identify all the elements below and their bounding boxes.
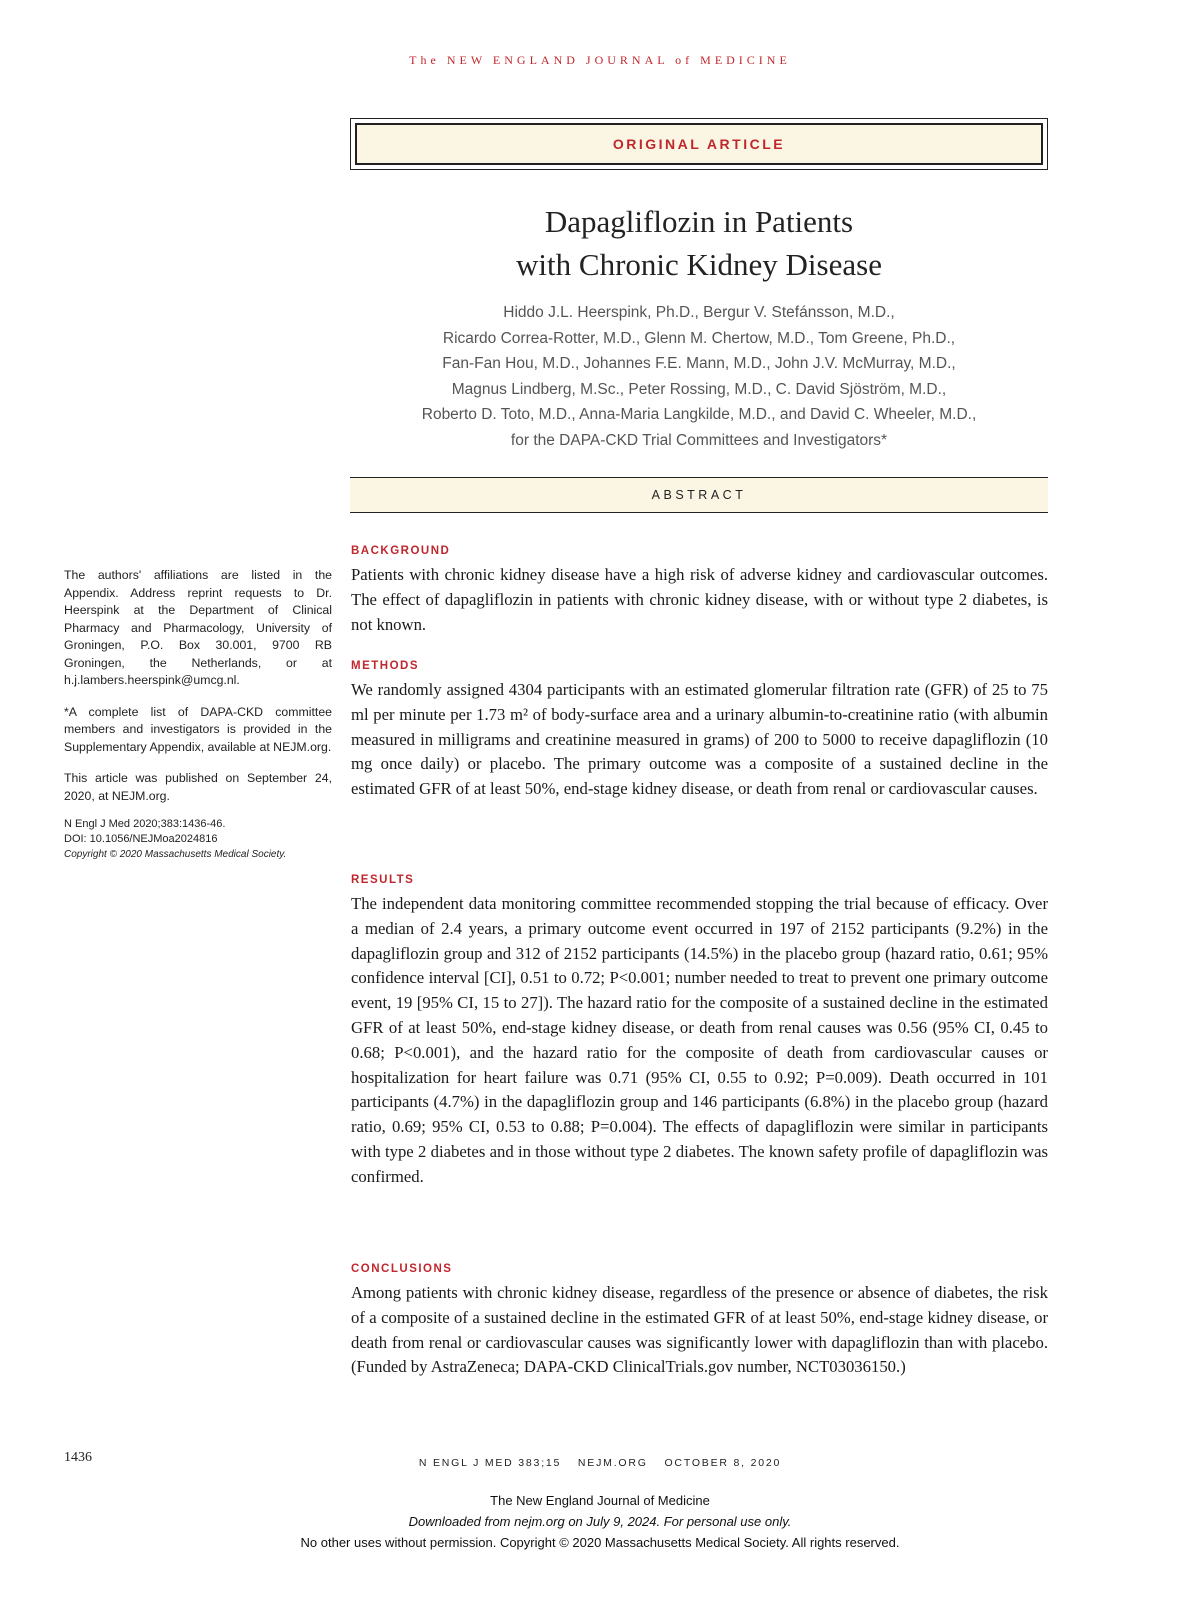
author-line: Ricardo Correa-Rotter, M.D., Glenn M. Chertow, M.D., Tom Greene, Ph.D., — [442, 329, 956, 347]
download-notice — [0, 1490, 1200, 1553]
author-line: Roberto D. Toto, M.D., Anna-Maria Langkilde, M.D., and David C. Wheeler, M.D., — [421, 406, 977, 423]
results-text: The independent data monitoring committee recommended stopping the trial because of efficacy. Over a median of 2.4 years, a primary outcome event occurred in 197 of 2152 participants (9.2%) in the dapagliflozin group and 312 of 2152 participants (14.5%) in the placebo group (hazard ratio, 0.61; 95% confidence interval [CI], 0.51 to 0.72; P<0.001; number needed to treat to prevent one primary outcome event, 19 [95% CI, 15 to 27]). The hazard ratio for the composite of a sustained decline in the estimated GFR of at least 50%, end-stage kidney disease, or death from renal causes was 0.56 (95% CI, 0.45 to 0.68; P<0.001), and the hazard ratio for the composite of death from cardiovascular causes or hospitalization for heart failure was 0.71 (95% CI, 0.55 to 0.92; P=0.009). Death occurred in 101 participants (4.7%) in the dapagliflozin group and 146 participants (6.8%) in the placebo group (hazard ratio, 0.69; 95% CI, 0.53 to 0.88; P=0.004). The effects of dapagliflozin were similar in participants with type 2 diabetes and in those without type 2 diabetes. The known safety profile of dapagliflozin was confirmed. — [351, 894, 1048, 1186]
page-number: 1436 — [64, 1450, 92, 1465]
notice-line-1: The New England Journal of Medicine — [490, 1493, 710, 1508]
affiliations-note: The authors' affiliations are listed in the Appendix. Address reprint requests to Dr. Heerspink at the Department of Clinical Pharmacy and Pharmacology, University of Groningen, P.O. Box 30.001, 9700 RB Groningen, the Netherlands, or at h.j.lambers.heerspink@umcg.nl. — [64, 568, 332, 687]
notice-line-2: Downloaded from nejm.org on July 9, 2024. For personal use only. — [408, 1514, 792, 1529]
journal-title: The NEW ENGLAND JOURNAL of MEDICINE — [409, 53, 791, 67]
journal-ref: N ENGL J MED 383;15 — [418, 1457, 562, 1469]
background-heading: BACKGROUND — [351, 545, 451, 557]
abstract-label: ABSTRACT — [350, 477, 1048, 513]
author-line: Fan-Fan Hou, M.D., Johannes F.E. Mann, M.D., John J.V. McMurray, M.D., — [442, 355, 956, 372]
author-line: Hiddo J.L. Heerspink, Ph.D., Bergur V. Stefánsson, M.D., — [503, 304, 895, 321]
notice-line-3: No other uses without permission. Copyright © 2020 Massachusetts Medical Society. All rights reserved. — [300, 1535, 900, 1550]
author-line: for the DAPA-CKD Trial Committees and Investigators* — [510, 431, 888, 449]
site-name: NEJM.ORG — [577, 1457, 648, 1469]
author-line: Magnus Lindberg, M.Sc., Peter Rossing, M.D., C. David Sjöström, M.D., — [451, 380, 947, 398]
conclusions-heading: CONCLUSIONS — [351, 1263, 453, 1275]
article-title — [350, 200, 1048, 286]
conclusions-text: Among patients with chronic kidney disease, regardless of the presence or absence of diabetes, the risk of a composite of a sustained decline in the estimated GFR of at least 50%, end-stage kidney disease, or death from renal or cardiovascular causes was significantly lower with dapagliflozin than with placebo. (Funded by AstraZeneca; DAPA-CKD ClinicalTrials.gov number, NCT03036150.) — [351, 1283, 1048, 1377]
footer-line — [0, 1457, 1200, 1469]
journal-header — [0, 53, 1200, 68]
citation: N Engl J Med 2020;383:1436-46. — [64, 818, 226, 830]
results-heading: RESULTS — [351, 874, 415, 886]
article-type-box — [350, 118, 1048, 170]
issue-date: OCTOBER 8, 2020 — [664, 1457, 782, 1469]
author-list — [350, 300, 1048, 453]
title-line-2: with Chronic Kidney Disease — [516, 247, 882, 282]
article-type-label: ORIGINAL ARTICLE — [355, 123, 1043, 165]
investigators-note: *A complete list of DAPA-CKD committee members and investigators is provided in the Supplementary Appendix, available at NEJM.org. — [64, 704, 332, 754]
methods-text: We randomly assigned 4304 participants with an estimated glomerular filtration rate (GFR) of 25 to 75 ml per minute per 1.73 m² of body-surface area and a urinary albumin-to-creatinine ratio (with albumin measured in milligrams and creatinine measured in grams) of 200 to 5000 to receive dapagliflozin (10 mg once daily) or placebo. The primary outcome was a composite of a sustained decline in the estimated GFR of at least 50%, end-stage kidney disease, or death from renal or cardiovascular causes. — [351, 680, 1048, 799]
methods-heading: METHODS — [351, 660, 419, 672]
copyright: Copyright © 2020 Massachusetts Medical Society. — [64, 849, 287, 860]
sidebar-notes — [64, 567, 332, 862]
title-line-1: Dapagliflozin in Patients — [544, 204, 854, 239]
published-note: This article was published on September 24, 2020, at NEJM.org. — [64, 771, 332, 803]
background-text: Patients with chronic kidney disease have a high risk of adverse kidney and cardiovascular outcomes. The effect of dapagliflozin in patients with chronic kidney disease, with or without type 2 diabetes, is not known. — [351, 565, 1048, 634]
doi: DOI: 10.1056/NEJMoa2024816 — [64, 833, 218, 845]
